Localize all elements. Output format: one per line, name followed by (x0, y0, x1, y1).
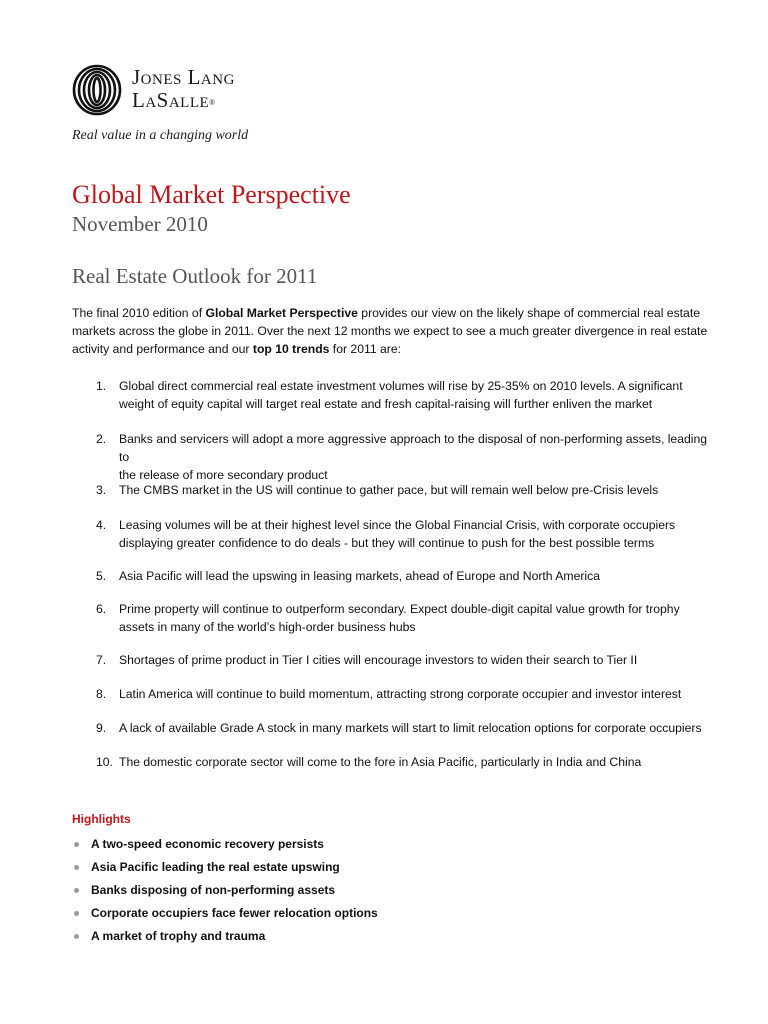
list-item-line: displaying greater confidence to do deals - but they will continue to push for the best possible terms (119, 536, 655, 550)
report-date: November 2010 (72, 212, 208, 236)
section-title: Real Estate Outlook for 2011 (72, 264, 318, 288)
intro-text-2: provides our view on the likely shape of commercial real estate markets across the globe in 2011. Over the next 12 months we expect to see a much greater divergence in real estate activity and performance and our (72, 306, 708, 356)
list-item-text (119, 651, 719, 669)
highlight-text: Asia Pacific leading the real estate upswing (91, 860, 340, 874)
list-item-line: Shortages of prime product in Tier I cities will encourage investors to widen their search to Tier II (119, 653, 638, 667)
list-item-line: Prime property will continue to outperform secondary. Expect double-digit capital value growth for trophy (119, 602, 680, 616)
list-item-number: 9. (96, 721, 107, 735)
list-item-number: 10. (96, 755, 113, 769)
list-item-text (119, 600, 719, 636)
list-item-number: 8. (96, 687, 107, 701)
bullet-icon (74, 865, 79, 870)
list-item-number: 2. (96, 432, 107, 446)
bullet-icon (74, 888, 79, 893)
concentric-ellipses-logo-icon (72, 64, 122, 116)
list-item-line: Global direct commercial real estate investment volumes will rise by 25-35% on 2010 levels. A significant (119, 379, 683, 393)
intro-bold-1: Global Market Perspective (205, 306, 358, 320)
intro-paragraph (72, 304, 712, 358)
brand-name-line1: Jones Lang (132, 65, 235, 89)
intro-bold-2: top 10 trends (252, 342, 330, 356)
list-item-line: The CMBS market in the US will continue to gather pace, but will remain well below pre-Crisis levels (119, 483, 659, 497)
list-item-number: 3. (96, 483, 107, 497)
list-item-line: the release of more secondary product (119, 468, 328, 482)
highlight-text: Banks disposing of non-performing assets (91, 883, 336, 897)
page-title: Global Market Perspective (72, 180, 351, 209)
list-item-text (119, 430, 719, 484)
highlight-text: Corporate occupiers face fewer relocation options (91, 906, 378, 920)
brand-name (132, 66, 235, 112)
list-item-text (119, 516, 719, 552)
list-item-number: 1. (96, 379, 107, 393)
list-item-number: 6. (96, 602, 107, 616)
list-item-text (119, 481, 719, 499)
brand-tagline: Real value in a changing world (72, 128, 249, 143)
list-item-line: Banks and servicers will adopt a more aggressive approach to the disposal of non-performing assets, leading to (119, 432, 708, 464)
list-item-text (119, 377, 719, 413)
list-item-text (119, 753, 719, 771)
highlight-text: A market of trophy and trauma (91, 929, 266, 943)
registered-mark: ® (209, 98, 216, 107)
highlights-title: Highlights (72, 812, 131, 826)
list-item-text (119, 567, 719, 585)
list-item-line: assets in many of the world’s high-order business hubs (119, 620, 416, 634)
list-item-line: Asia Pacific will lead the upswing in leasing markets, ahead of Europe and North America (119, 569, 600, 583)
list-item-line: The domestic corporate sector will come to the fore in Asia Pacific, particularly in India and China (119, 755, 642, 769)
list-item-number: 5. (96, 569, 107, 583)
list-item-line: A lack of available Grade A stock in many markets will start to limit relocation options for corporate occupiers (119, 721, 702, 735)
intro-text-1: The final 2010 edition of (72, 306, 206, 320)
list-item-number: 4. (96, 518, 107, 532)
list-item-line: weight of equity capital will target real estate and fresh capital-raising will further enliven the market (119, 397, 653, 411)
list-item-number: 7. (96, 653, 107, 667)
intro-text-3: for 2011 are: (329, 342, 402, 356)
list-item-line: Leasing volumes will be at their highest level since the Global Financial Crisis, with corporate occupiers (119, 518, 676, 532)
bullet-icon (74, 934, 79, 939)
bullet-icon (74, 911, 79, 916)
list-item-text (119, 719, 719, 737)
brand-name-line2: LaSalle (132, 88, 210, 112)
bullet-icon (74, 842, 79, 847)
list-item-line: Latin America will continue to build momentum, attracting strong corporate occupier and investor interest (119, 687, 682, 701)
list-item-text (119, 685, 719, 703)
highlight-text: A two-speed economic recovery persists (91, 837, 324, 851)
